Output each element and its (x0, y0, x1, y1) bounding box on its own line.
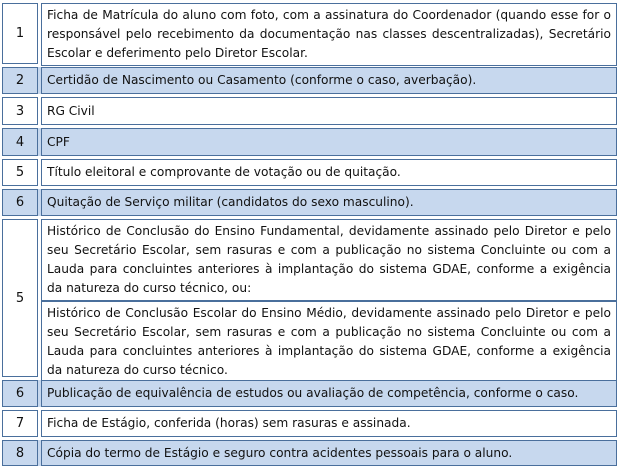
row-number: 5 (2, 159, 38, 186)
row-number: 1 (2, 3, 38, 64)
table-row (2, 440, 617, 466)
row-content (41, 219, 617, 377)
row-number: 2 (2, 67, 38, 94)
table-row (2, 67, 617, 94)
requirement-text: Título eleitoral e comprovante de votação ou de quitação. (41, 159, 617, 186)
row-number: 8 (2, 440, 38, 466)
table-row (2, 219, 617, 377)
row-content (41, 3, 617, 64)
requirement-text: Certidão de Nascimento ou Casamento (conforme o caso, averbação). (41, 67, 617, 94)
table-row (2, 189, 617, 216)
requirement-text: Publicação de equivalência de estudos ou avaliação de competência, conforme o caso. (41, 380, 617, 407)
requirement-text: Ficha de Matrícula do aluno com foto, com a assinatura do Coordenador (quando esse for o responsável pelo recebimento da documentação nas classes descentralizadas), Secretário Escolar e deferimento pelo Diretor Escolar. (41, 3, 617, 66)
row-content (41, 128, 617, 156)
row-number: 4 (2, 128, 38, 156)
requirement-text: CPF (41, 128, 617, 156)
row-content (41, 97, 617, 125)
row-number: 5 (2, 219, 38, 377)
row-content (41, 67, 617, 94)
requirement-text: RG Civil (41, 97, 617, 125)
row-content (41, 410, 617, 437)
table-row (2, 97, 617, 125)
row-number: 7 (2, 410, 38, 437)
row-content (41, 440, 617, 466)
table-row (2, 410, 617, 437)
requirement-text: Histórico de Conclusão Escolar do Ensino Médio, devidamente assinado pelo Diretor e pelo seu Secretário Escolar, sem rasuras e com a publicação no sistema Concluinte ou com a Lauda para concluintes anteriores à implantação do sistema GDAE, conforme a exigência da natureza do curso técnico. (41, 301, 617, 383)
table-row (2, 159, 617, 186)
table-row (2, 380, 617, 407)
row-content (41, 380, 617, 407)
row-content (41, 189, 617, 216)
requirement-text: Ficha de Estágio, conferida (horas) sem rasuras e assinada. (41, 410, 617, 437)
requirement-text: Quitação de Serviço militar (candidatos do sexo masculino). (41, 189, 617, 216)
table-row (2, 128, 617, 156)
requirement-text: Cópia do termo de Estágio e seguro contra acidentes pessoais para o aluno. (41, 440, 617, 466)
row-number: 6 (2, 380, 38, 407)
row-number: 3 (2, 97, 38, 125)
table-row (2, 3, 617, 64)
requirement-text: Histórico de Conclusão do Ensino Fundamental, devidamente assinado pelo Diretor e pelo seu Secretário Escolar, sem rasuras e com a publicação no sistema Concluinte ou com a Lauda para concluintes anteriores à implantação do sistema GDAE, conforme a exigência da natureza do curso técnico, ou: (41, 219, 617, 301)
row-number: 6 (2, 189, 38, 216)
row-content (41, 159, 617, 186)
